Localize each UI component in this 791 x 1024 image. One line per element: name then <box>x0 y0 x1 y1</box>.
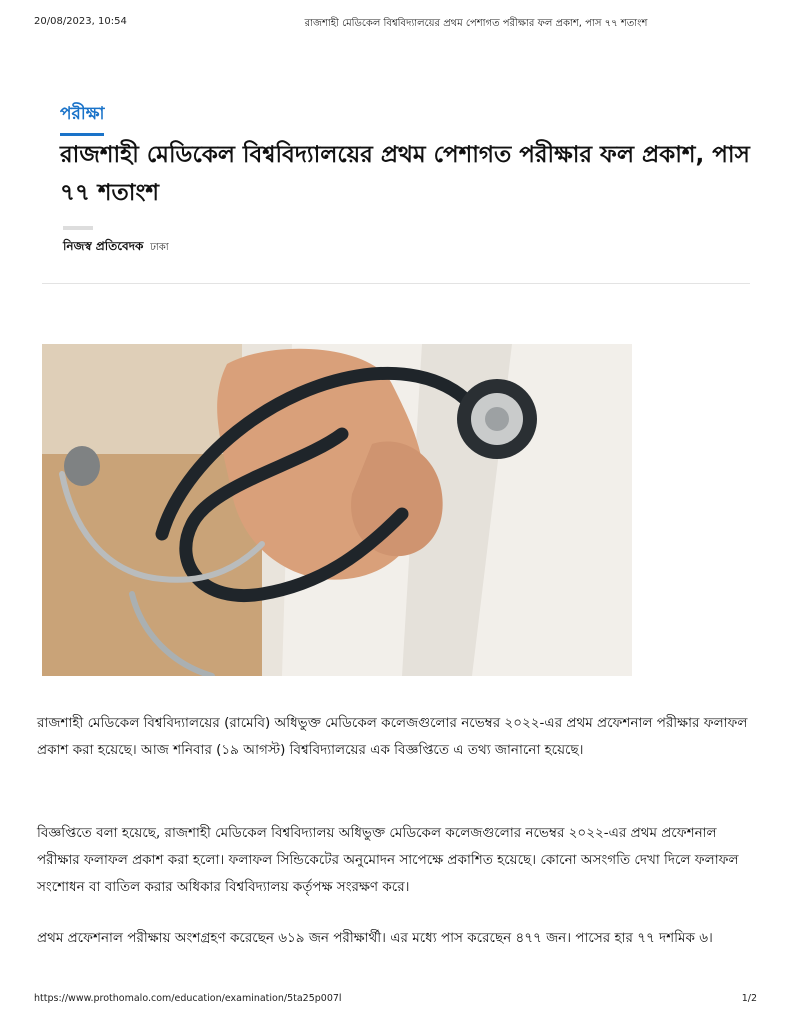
print-url: https://www.prothomalo.com/education/examination/5ta25p007l <box>34 993 342 1004</box>
article-paragraph: রাজশাহী মেডিকেল বিশ্ববিদ্যালয়ের (রামেবি) অধিভুক্ত মেডিকেল কলেজগুলোর নভেম্বর ২০২২-এর প্রথম প্রফেশনাল পরীক্ষার ফলাফল প্রকাশ করা হয়েছে। আজ শনিবার (১৯ আগস্ট) বিশ্ববিদ্যালয়ের এক বিজ্ঞপ্তিতে এ তথ্য জানানো হয়েছে। <box>37 715 748 758</box>
article-paragraph: প্রথম প্রফেশনাল পরীক্ষায় অংশগ্রহণ করেছেন ৬১৯ জন পরীক্ষার্থী। এর মধ্যে পাস করেছেন ৪৭৭ জন। পাসের হার ৭৭ দশমিক ৬। <box>37 930 713 946</box>
article-headline: রাজশাহী মেডিকেল বিশ্ববিদ্যালয়ের প্রথম পেশাগত পরীক্ষার ফল প্রকাশ, পাস ৭৭ শতাংশ <box>60 142 750 206</box>
author-avatar-placeholder <box>63 226 93 230</box>
article-paragraph: বিজ্ঞপ্তিতে বলা হয়েছে, রাজশাহী মেডিকেল বিশ্ববিদ্যালয় অধিভুক্ত মেডিকেল কলেজগুলোর নভেম্বর ২০২২-এর প্রথম প্রফেশনাল পরীক্ষার ফলাফল প্রকাশ করা হলো। ফলাফল সিন্ডিকেটের অনুমোদন সাপেক্ষে প্রকাশিত হয়েছে। কোনো অসংগতি দেখা দিলে ফলাফল সংশোধন বা বাতিল করার অধিকার বিশ্ববিদ্যালয় কর্তৃপক্ষ সংরক্ষণ করে। <box>37 825 739 895</box>
byline <box>63 238 169 258</box>
print-header <box>34 16 757 32</box>
print-title: রাজশাহী মেডিকেল বিশ্ববিদ্যালয়ের প্রথম পেশাগত পরীক্ষার ফল প্রকাশ, পাস ৭৭ শতাংশ <box>304 18 648 29</box>
category-link[interactable]: পরীক্ষা <box>60 101 104 136</box>
print-datetime: 20/08/2023, 10:54 <box>34 16 127 27</box>
author-location: ঢাকা <box>150 242 169 253</box>
article-photo-stethoscope <box>42 344 632 676</box>
divider <box>42 283 750 284</box>
print-footer <box>34 993 757 1009</box>
stethoscope-image <box>42 344 632 676</box>
author-name[interactable]: নিজস্ব প্রতিবেদক <box>63 239 144 253</box>
print-page-number: 1/2 <box>741 993 757 1004</box>
